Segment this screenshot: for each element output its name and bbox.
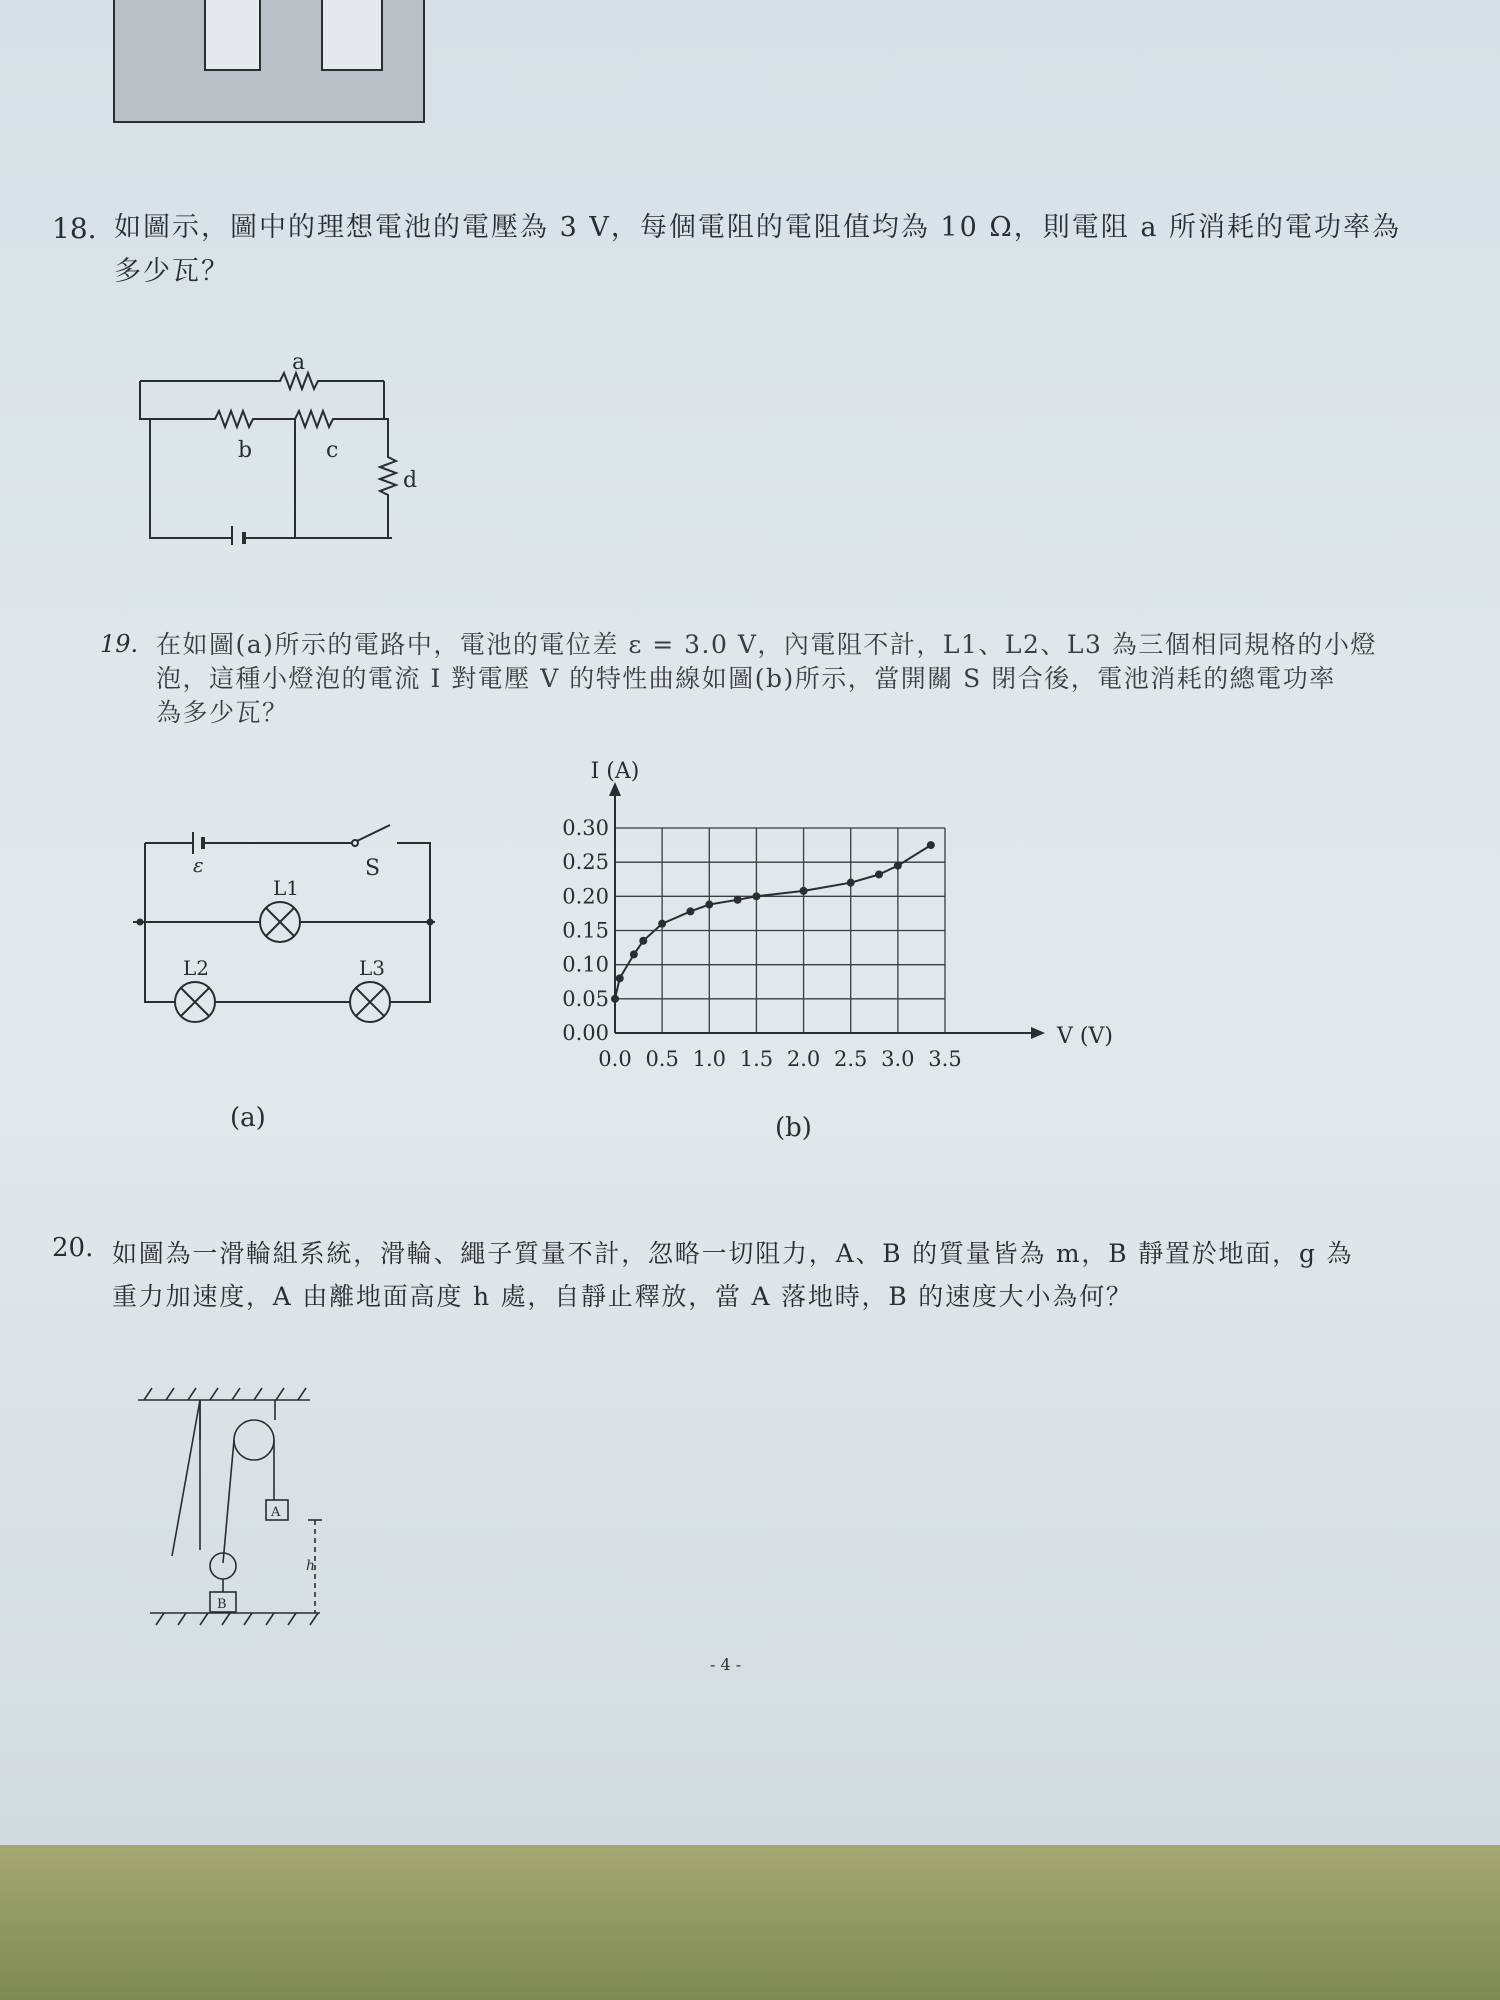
y-tick-label: 0.20: [562, 884, 609, 909]
q20-line-1: 如圖為一滑輪組系統，滑輪、繩子質量不計，忽略一切阻力，A、B 的質量皆為 m，B 靜置於地面，g 為: [112, 1239, 1354, 1268]
q19-line-2: 泡，這種小燈泡的電流 I 對電壓 V 的特性曲線如圖(b)所示，當開關 S 閉合後，電池消耗的總電功率: [156, 664, 1336, 693]
q19-text: [156, 628, 1377, 730]
y-tick-label: 0.10: [562, 952, 609, 977]
resistor-d-label: d: [403, 468, 418, 493]
caption-b: (b): [775, 1113, 812, 1143]
height-h-label: h: [306, 1558, 316, 1574]
data-point: [658, 920, 666, 928]
resistor-a-label: a: [292, 350, 306, 375]
data-point: [927, 841, 935, 849]
data-point: [800, 887, 808, 895]
q18-circuit-diagram: [130, 345, 430, 545]
data-point: [734, 896, 742, 904]
q18-line-1: 如圖示，圖中的理想電池的電壓為 3 V，每個電阻的電阻值均為 10 Ω，則電阻 a 所消耗的電功率為: [114, 212, 1402, 243]
x-tick-label: 0.5: [645, 1047, 679, 1071]
y-axis-label: I (A): [590, 759, 640, 784]
q19-circuit-a: [125, 815, 445, 1035]
lamp-l2-label: L2: [183, 956, 210, 980]
x-tick-label: 2.5: [834, 1047, 868, 1071]
lamp-l3-label: L3: [359, 956, 386, 980]
x-tick-label: 1.0: [692, 1047, 726, 1071]
x-tick-label: 0.0: [598, 1047, 632, 1071]
resistor-b-label: b: [238, 438, 253, 463]
x-tick-label: 3.5: [928, 1047, 962, 1071]
data-point: [611, 995, 619, 1003]
previous-question-figure: [110, 0, 430, 130]
y-tick-label: 0.25: [562, 850, 609, 875]
q18-number: 18.: [52, 212, 97, 245]
caption-a: (a): [230, 1103, 266, 1133]
switch-label: S: [365, 856, 381, 881]
x-tick-label: 1.5: [739, 1047, 774, 1071]
data-point: [639, 937, 647, 945]
q20-text: [112, 1232, 1353, 1318]
data-point: [847, 879, 855, 887]
y-tick-label: 0.05: [562, 986, 609, 1011]
q20-number: 20.: [52, 1233, 94, 1263]
q19-number: 19.: [100, 630, 139, 658]
y-tick-label: 0.00: [562, 1021, 609, 1045]
q20-pulley-diagram: [130, 1370, 330, 1640]
data-point: [705, 901, 713, 909]
q18-line-2: 多少瓦？: [114, 256, 230, 287]
page-number: - 4 -: [710, 1655, 742, 1674]
iv-characteristic-chart: [545, 750, 1145, 1080]
q20-line-2: 重力加速度，A 由離地面高度 h 處，自靜止釋放，當 A 落地時，B 的速度大小為何？: [112, 1282, 1133, 1311]
x-tick-label: 2.0: [786, 1047, 821, 1071]
data-point: [616, 974, 624, 982]
y-tick-label: 0.15: [562, 918, 609, 943]
y-tick-label: 0.30: [562, 816, 609, 840]
q19-line-3: 為多少瓦？: [156, 698, 289, 727]
mass-a-label: A: [271, 1505, 281, 1520]
x-tick-label: 3.0: [881, 1047, 915, 1071]
data-point: [752, 892, 760, 900]
data-point: [686, 907, 694, 915]
q18-text: [114, 206, 1401, 294]
mass-b-label: B: [217, 1597, 227, 1612]
data-point: [875, 870, 883, 878]
resistor-c-label: c: [326, 438, 339, 463]
y-axis-arrow: [609, 782, 621, 796]
data-point: [630, 950, 638, 958]
x-axis-label: V (V): [1057, 1024, 1113, 1049]
emf-label: ε: [193, 853, 204, 877]
carpet-background: [0, 1845, 1500, 2000]
lamp-l1-label: L1: [273, 876, 300, 900]
x-axis-arrow: [1031, 1027, 1045, 1039]
data-point: [894, 862, 902, 870]
q19-line-1: 在如圖(a)所示的電路中，電池的電位差 ε = 3.0 V，內電阻不計，L1、L2、L3 為三個相同規格的小燈: [156, 630, 1377, 659]
